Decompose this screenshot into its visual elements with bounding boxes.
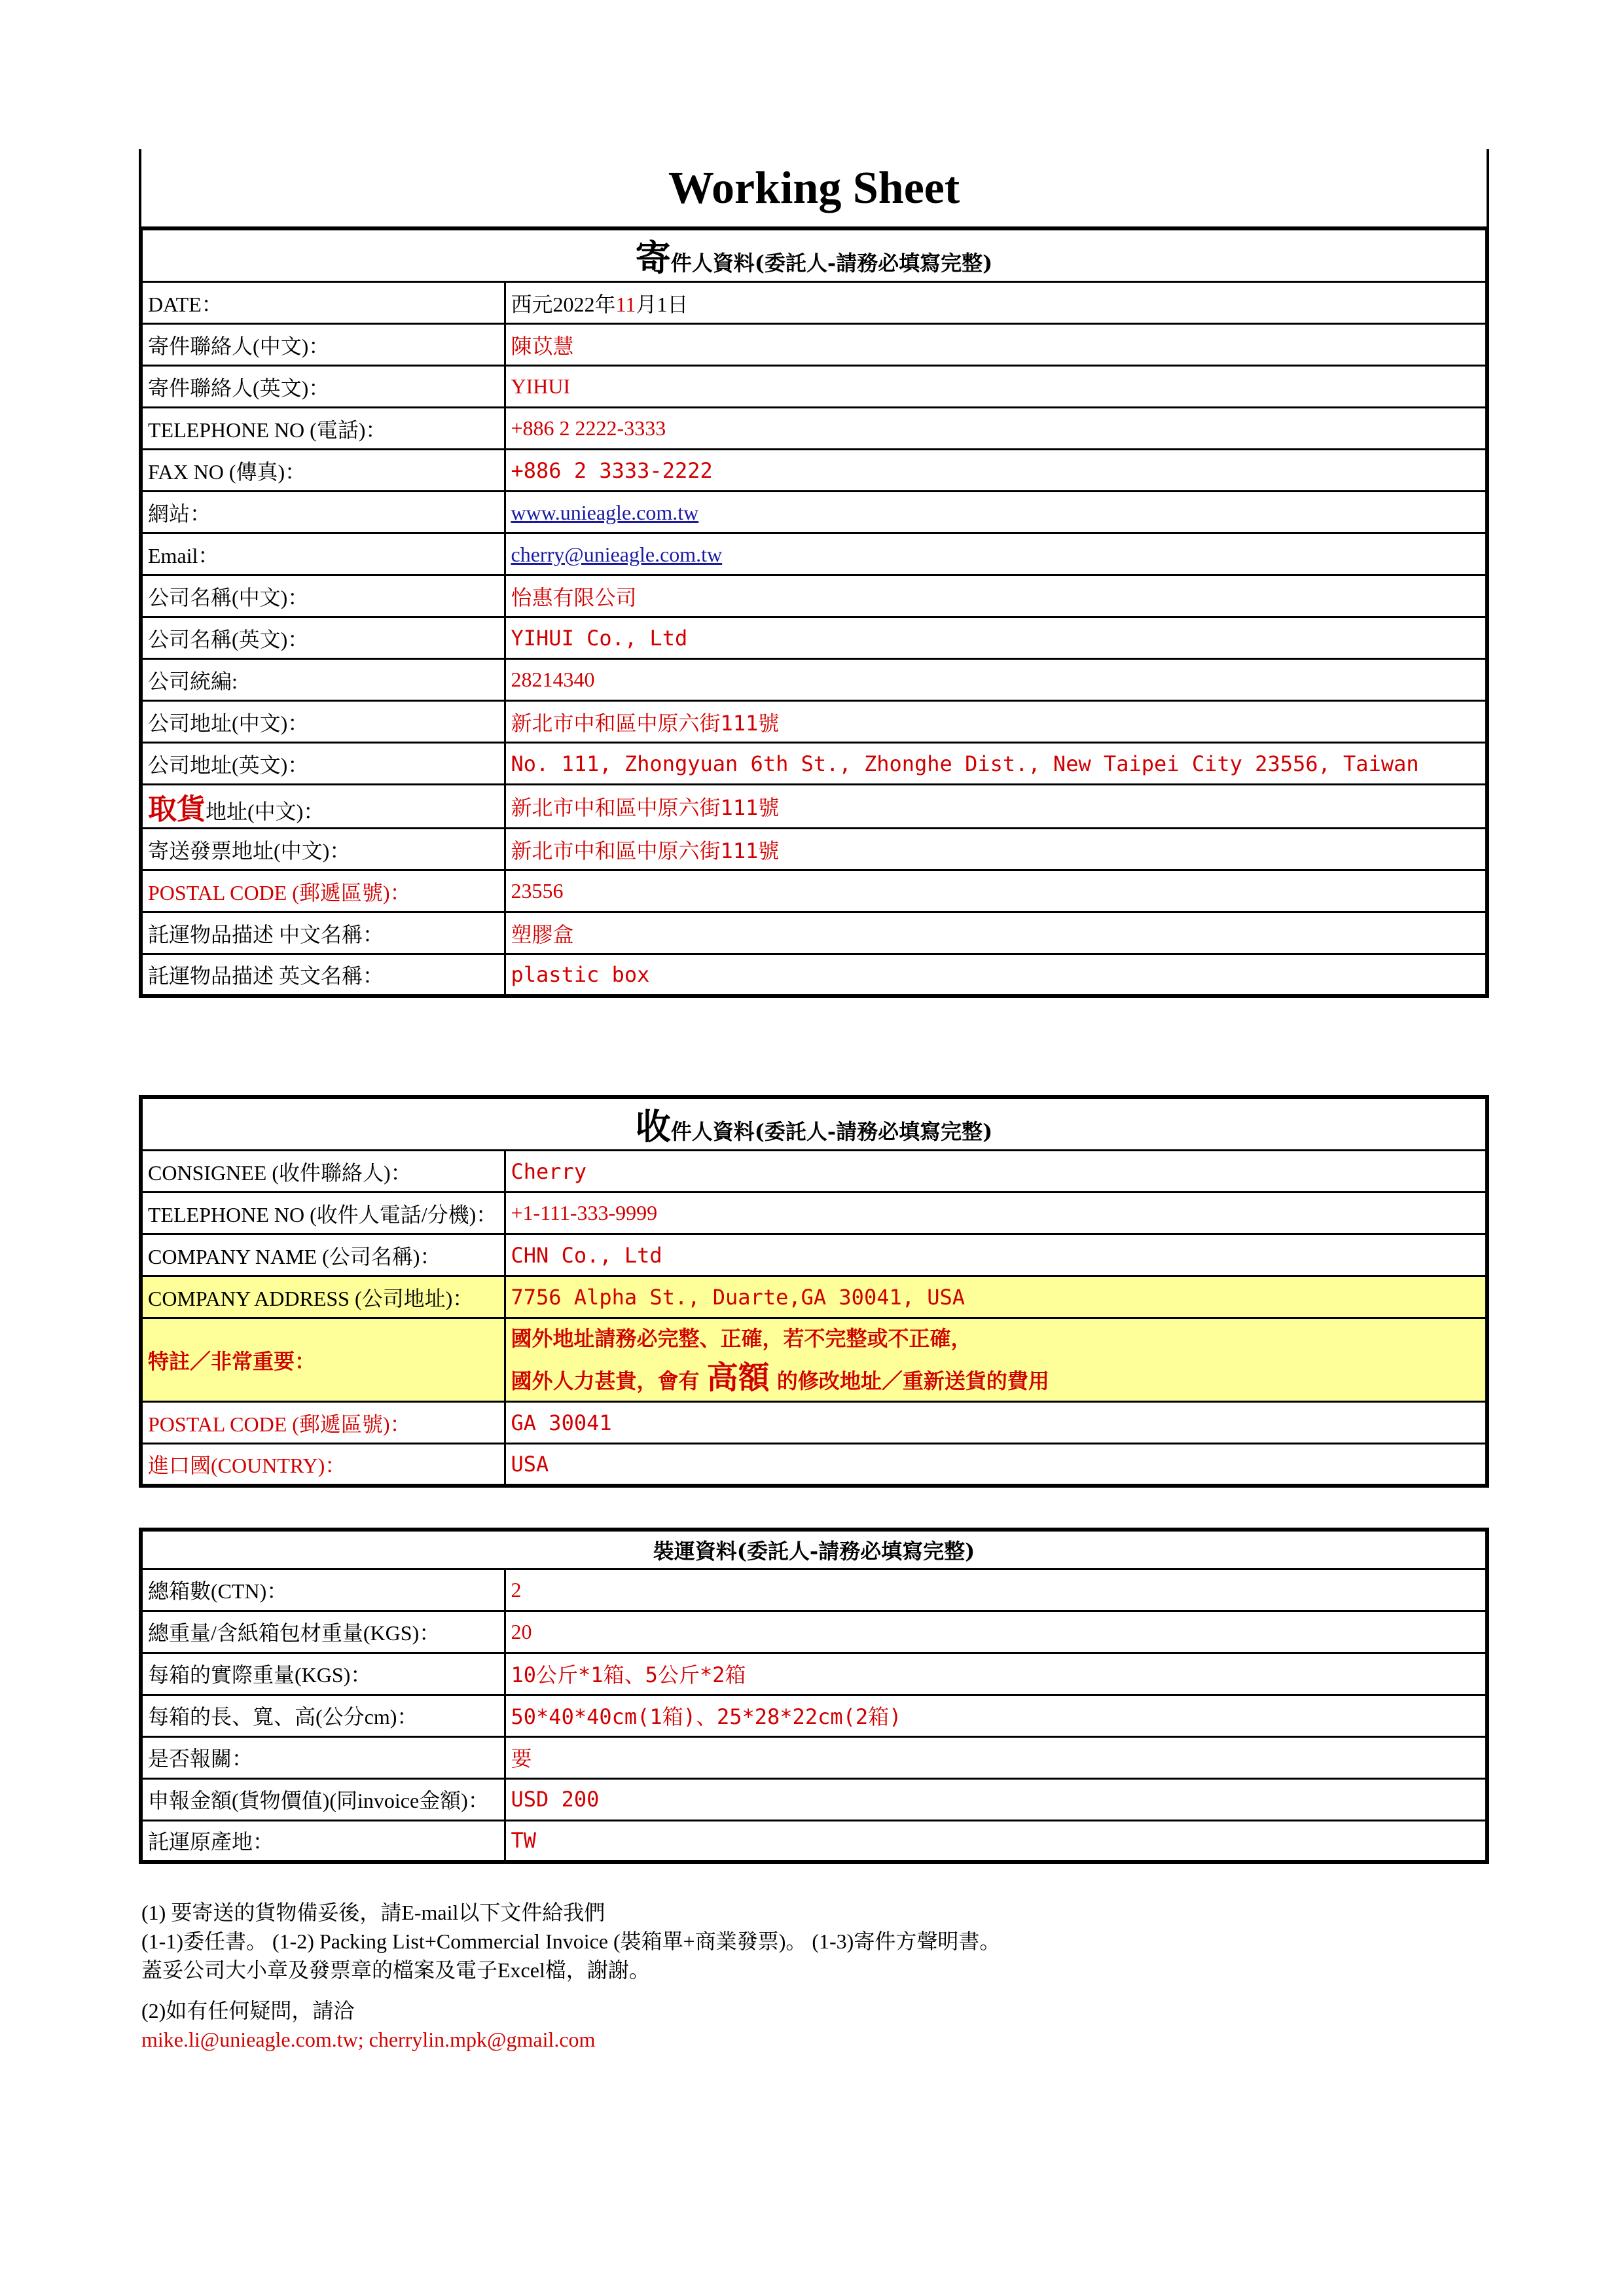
table-row: [141, 1234, 1487, 1276]
consignee-phone-label: TELEPHONE NO (收件人電話/分機)：: [141, 1193, 505, 1234]
box-weight-label: 每箱的實際重量(KGS)：: [141, 1653, 505, 1695]
table-row: [141, 1611, 1487, 1653]
footer-line-4: (2)如有任何疑問，請洽: [141, 1999, 355, 2022]
date-mid: 月: [636, 292, 657, 316]
date-value[interactable]: [505, 282, 1487, 324]
sender-email-label: Email：: [141, 533, 505, 575]
total-weight-value[interactable]: 20: [505, 1611, 1487, 1653]
table-row: [141, 785, 1487, 829]
note-line-2: [511, 1358, 1481, 1401]
sender-contact-en-value[interactable]: YIHUI: [505, 366, 1487, 408]
customs-label: 是否報關：: [141, 1736, 505, 1778]
table-row: [141, 743, 1487, 785]
consignee-value[interactable]: Cherry: [505, 1151, 1487, 1193]
goods-desc-en-value[interactable]: plastic box: [505, 954, 1487, 996]
goods-desc-zh-label: 託運物品描述 中文名稱：: [141, 912, 505, 954]
sender-postal-value[interactable]: 23556: [505, 870, 1487, 912]
note-line-1: 國外地址請務必完整、正確，若不完整或不正確，: [511, 1326, 972, 1351]
footer-line-3: 蓋妥公司大小章及發票章的檔案及電子Excel檔，謝謝。: [141, 1958, 650, 1982]
table-row: [141, 1276, 1487, 1318]
sender-phone-label: TELEPHONE NO (電話)：: [141, 408, 505, 450]
sender-phone-value[interactable]: +886 2 2222-3333: [505, 408, 1487, 450]
declared-value-label: 申報金額(貨物價值)(同invoice金額)：: [141, 1778, 505, 1820]
table-row: [141, 1820, 1487, 1862]
country-value[interactable]: USA: [505, 1444, 1487, 1486]
country-label: 進口國(COUNTRY)：: [141, 1444, 505, 1486]
consignee-company-value[interactable]: CHN Co., Ltd: [505, 1234, 1487, 1276]
page-title: Working Sheet: [668, 163, 960, 213]
table-row: [141, 282, 1487, 324]
note-line-2-big: 高額: [706, 1359, 770, 1396]
sender-fax-label: FAX NO (傳真)：: [141, 450, 505, 492]
sender-website-link[interactable]: www.unieagle.com.tw: [511, 500, 699, 524]
company-name-en-value[interactable]: YIHUI Co., Ltd: [505, 617, 1487, 659]
table-row: [141, 870, 1487, 912]
sender-postal-label: POSTAL CODE (郵遞區號)：: [141, 870, 505, 912]
table-row: [141, 701, 1487, 743]
note-line-2-a: 國外人力甚貴，會有: [511, 1369, 707, 1393]
important-note-label: 特註／非常重要：: [141, 1318, 505, 1402]
sender-contact-zh-value[interactable]: 陳苡慧: [505, 324, 1487, 366]
table-row: [141, 533, 1487, 575]
table-row: [141, 1695, 1487, 1736]
table-row: [141, 1778, 1487, 1820]
consignee-heading: [141, 1097, 1487, 1151]
table-row: [141, 1736, 1487, 1778]
company-tax-id-label: 公司統編:: [141, 659, 505, 701]
consignee-postal-value[interactable]: GA 30041: [505, 1402, 1487, 1444]
box-dimensions-label: 每箱的長、寬、高(公分cm)：: [141, 1695, 505, 1736]
sender-fax-value[interactable]: +886 2 3333-2222: [505, 450, 1487, 492]
company-name-en-label: 公司名稱(英文)：: [141, 617, 505, 659]
table-row: [141, 617, 1487, 659]
customs-value[interactable]: 要: [505, 1736, 1487, 1778]
total-weight-label: 總重量/含紙箱包材重量(KGS)：: [141, 1611, 505, 1653]
pickup-label-big: 取貨: [148, 793, 206, 825]
consignee-phone-value[interactable]: +1-111-333-9999: [505, 1193, 1487, 1234]
pickup-address-label: [141, 785, 505, 829]
table-row: [141, 324, 1487, 366]
title-box: [139, 149, 1489, 228]
origin-label: 託運原產地：: [141, 1820, 505, 1862]
goods-desc-zh-value[interactable]: 塑膠盒: [505, 912, 1487, 954]
shipping-table: [139, 1528, 1489, 1864]
carton-count-label: 總箱數(CTN)：: [141, 1569, 505, 1611]
date-suffix: 日: [667, 292, 689, 316]
date-label: DATE：: [141, 282, 505, 324]
goods-desc-en-label: 託運物品描述 英文名稱：: [141, 954, 505, 996]
table-row: [141, 366, 1487, 408]
table-row: [141, 575, 1487, 617]
table-row: [141, 912, 1487, 954]
company-name-zh-label: 公司名稱(中文)：: [141, 575, 505, 617]
company-address-en-label: 公司地址(英文)：: [141, 743, 505, 785]
footer-notes: [141, 1898, 1483, 2054]
table-row: [141, 1444, 1487, 1486]
table-row: [141, 1151, 1487, 1193]
pickup-address-value[interactable]: 新北市中和區中原六街111號: [505, 785, 1487, 829]
company-name-zh-value[interactable]: 怡惠有限公司: [505, 575, 1487, 617]
pickup-label-rest: 地址(中文)：: [206, 800, 325, 823]
date-prefix: 西元2022年: [511, 292, 616, 316]
sender-email-cell: [505, 533, 1487, 575]
carton-count-value[interactable]: 2: [505, 1569, 1487, 1611]
invoice-address-label: 寄送發票地址(中文)：: [141, 829, 505, 870]
date-month: 11: [615, 292, 636, 316]
sender-website-cell: [505, 492, 1487, 533]
company-address-zh-value[interactable]: 新北市中和區中原六街111號: [505, 701, 1487, 743]
consignee-postal-label: POSTAL CODE (郵遞區號)：: [141, 1402, 505, 1444]
table-row: [141, 1569, 1487, 1611]
company-address-en-value[interactable]: No. 111, Zhongyuan 6th St., Zhonghe Dist., New Taipei City 23556, Taiwan: [505, 743, 1487, 785]
note-line-2-b: 的修改地址／重新送貨的費用: [769, 1369, 1049, 1393]
table-row: [141, 1402, 1487, 1444]
table-row: [141, 1193, 1487, 1234]
origin-value[interactable]: TW: [505, 1820, 1487, 1862]
declared-value-value[interactable]: USD 200: [505, 1778, 1487, 1820]
table-row: [141, 450, 1487, 492]
consignee-heading-big: 收: [635, 1105, 671, 1147]
consignee-label: CONSIGNEE (收件聯絡人)：: [141, 1151, 505, 1193]
consignee-table: [139, 1095, 1489, 1488]
footer-line-2: (1-1)委任書。 (1-2) Packing List+Commercial Invoice (裝箱單+商業發票)。 (1-3)寄件方聲明書。: [141, 1929, 1001, 1953]
sender-contact-en-label: 寄件聯絡人(英文)：: [141, 366, 505, 408]
box-dimensions-value[interactable]: 50*40*40cm(1箱)、25*28*22cm(2箱): [505, 1695, 1487, 1736]
table-row: [141, 492, 1487, 533]
company-address-zh-label: 公司地址(中文)：: [141, 701, 505, 743]
sender-website-label: 網站：: [141, 492, 505, 533]
table-row: [141, 659, 1487, 701]
important-note-text: [505, 1318, 1487, 1402]
box-weight-value[interactable]: 10公斤*1箱、5公斤*2箱: [505, 1653, 1487, 1695]
sender-heading-rest: 件人資料(委託人-請務必填寫完整): [670, 251, 993, 276]
sender-heading: [141, 228, 1487, 282]
contact-emails[interactable]: mike.li@unieagle.com.tw; cherrylin.mpk@gmail.com: [141, 2028, 596, 2051]
table-row: [141, 829, 1487, 870]
table-row: [141, 1653, 1487, 1695]
company-tax-id-value[interactable]: 28214340: [505, 659, 1487, 701]
invoice-address-value[interactable]: 新北市中和區中原六街111號: [505, 829, 1487, 870]
sender-email-link[interactable]: cherry@unieagle.com.tw: [511, 542, 723, 566]
footer-line-1: (1) 要寄送的貨物備妥後，請E-mail以下文件給我們: [141, 1901, 605, 1924]
sender-table: [139, 226, 1489, 998]
consignee-address-label: COMPANY ADDRESS (公司地址)：: [141, 1276, 505, 1318]
sender-heading-big: 寄: [635, 237, 671, 279]
important-note-row: [141, 1318, 1487, 1402]
sender-contact-zh-label: 寄件聯絡人(中文)：: [141, 324, 505, 366]
consignee-address-value[interactable]: 7756 Alpha St., Duarte,GA 30041, USA: [505, 1276, 1487, 1318]
shipping-heading: 裝運資料(委託人-請務必填寫完整): [141, 1530, 1487, 1569]
consignee-heading-rest: 件人資料(委託人-請務必填寫完整): [670, 1119, 993, 1144]
consignee-company-label: COMPANY NAME (公司名稱)：: [141, 1234, 505, 1276]
date-day: 1: [657, 292, 668, 316]
table-row: [141, 954, 1487, 996]
table-row: [141, 408, 1487, 450]
